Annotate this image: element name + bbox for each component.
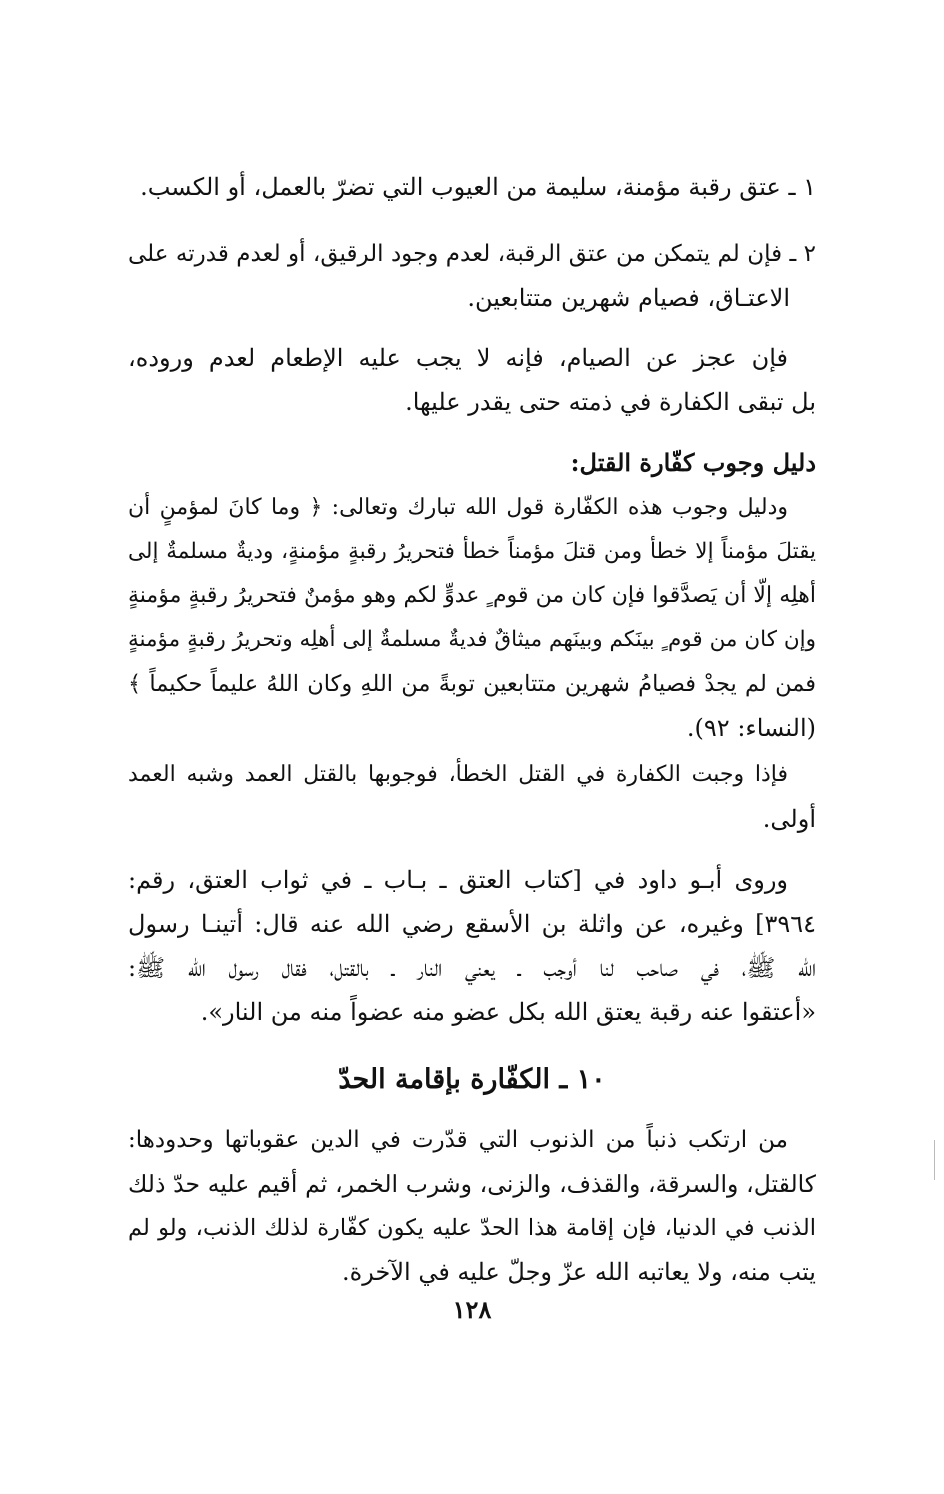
evidence-line-1: ودليل وجوب هذه الكفّارة قول الله تبارك وتعالى: ﴿ وما كانَ لمؤمنٍ أن [128,495,788,520]
hadith-paragraph [128,858,816,1034]
deliberate-line-1: فإذا وجبت الكفارة في القتل الخطأ، فوجوبها بالقتل العمد وشبه العمد [128,762,788,787]
evidence-line-6: (النساء: ٩٢). [686,714,816,742]
evidence-line-3: أهلِه إلّا أن يَصدَّقوا فإن كان من قوم ٍ عدوٍّ لكم وهو مؤمنٌ فتحريرُ رقبةٍ مؤمنةٍ [128,583,816,608]
list-item-2-line-2: الاعتـاق، فصيام شهرين متتابعين. [467,284,790,312]
hadd-paragraph [128,1118,816,1294]
fasting-line-1: فإن عجز عن الصيام، فإنه لا يجب عليه الإطعام لعدم وروده، [128,344,788,372]
hadith-line-4: «أعتقوا عنه رقبة يعتق الله بكل عضو منه عضواً منه من النار». [200,998,816,1026]
evidence-line-5: فمن لم يجدْ فصيامُ شهرين متتابعين توبةً من اللهِ وكان اللهُ عليماً حكيماً ﴾ [128,671,816,697]
hadith-line-3: الله ﷺ، في صاحب لنا أوجب ـ يعني النار ـ بالقتل، فقال رسول الله ﷺ: [128,954,816,982]
fasting-line-2: بل تبقى الكفارة في ذمته حتى يقدر عليها. [405,388,816,416]
page-number: ١٢٨ [452,1295,492,1324]
hadith-line-1: وروى أبـو داود في [كتاب العتق ـ بـاب ـ في ثواب العتق، رقم: [128,866,788,894]
evidence-line-2: يقتلَ مؤمناً إلا خطأ ومن قتلَ مؤمناً خطأ فتحريرُ رقبةٍ مؤمنةٍ، وديةٌ مسلمةٌ إلى [128,539,816,564]
hadd-line-2: كالقتل، والسرقة، والقذف، والزنى، وشرب الخمر، ثم أقيم عليه حدّ ذلك [128,1170,816,1198]
hadd-line-4: يتب منه، ولا يعاتبه الله عزّ وجلّ عليه في الآخرة. [342,1258,816,1286]
hadith-line-2: ٣٩٦٤] وغيره، عن واثلة بن الأسقع رضي الله عنه قال: أتينـا رسول [128,910,817,938]
list-item-2-line-1: ٢ ـ فإن لم يتمكن من عتق الرقبة، لعدم وجود الرقيق، أو لعدم قدرته على [128,241,816,267]
list-item-2 [128,232,816,320]
scan-edge-mark [934,1140,935,1180]
quran-evidence-paragraph [128,486,816,750]
evidence-line-4: وإن كان من قوم ٍ بينَكم وبينَهم ميثاقٌ فديةٌ مسلمةٌ إلى أهلِه وتحريرُ رقبةٍ مؤمنةٍ [128,627,816,652]
list-item-1 [128,165,816,209]
fasting-paragraph [128,336,816,424]
section-subheading: دليل وجوب كفّارة القتل: [570,448,816,477]
deliberate-killing-paragraph [128,753,816,841]
section-title: ١٠ ـ الكفّارة بإقامة الحدّ [338,1064,606,1095]
deliberate-line-2: أولى. [762,805,816,833]
hadd-line-1: من ارتكب ذنباً من الذنوب التي قدّرت في الدين عقوباتها وحدودها: [128,1127,788,1153]
list-item-1-text: ١ ـ عتق رقبة مؤمنة، سليمة من العيوب التي تضرّ بالعمل، أو الكسب. [140,173,816,201]
hadd-line-3: الذنب في الدنيا، فإن إقامة هذا الحدّ عليه يكون كفّارة لذلك الذنب، ولو لم [128,1215,816,1241]
